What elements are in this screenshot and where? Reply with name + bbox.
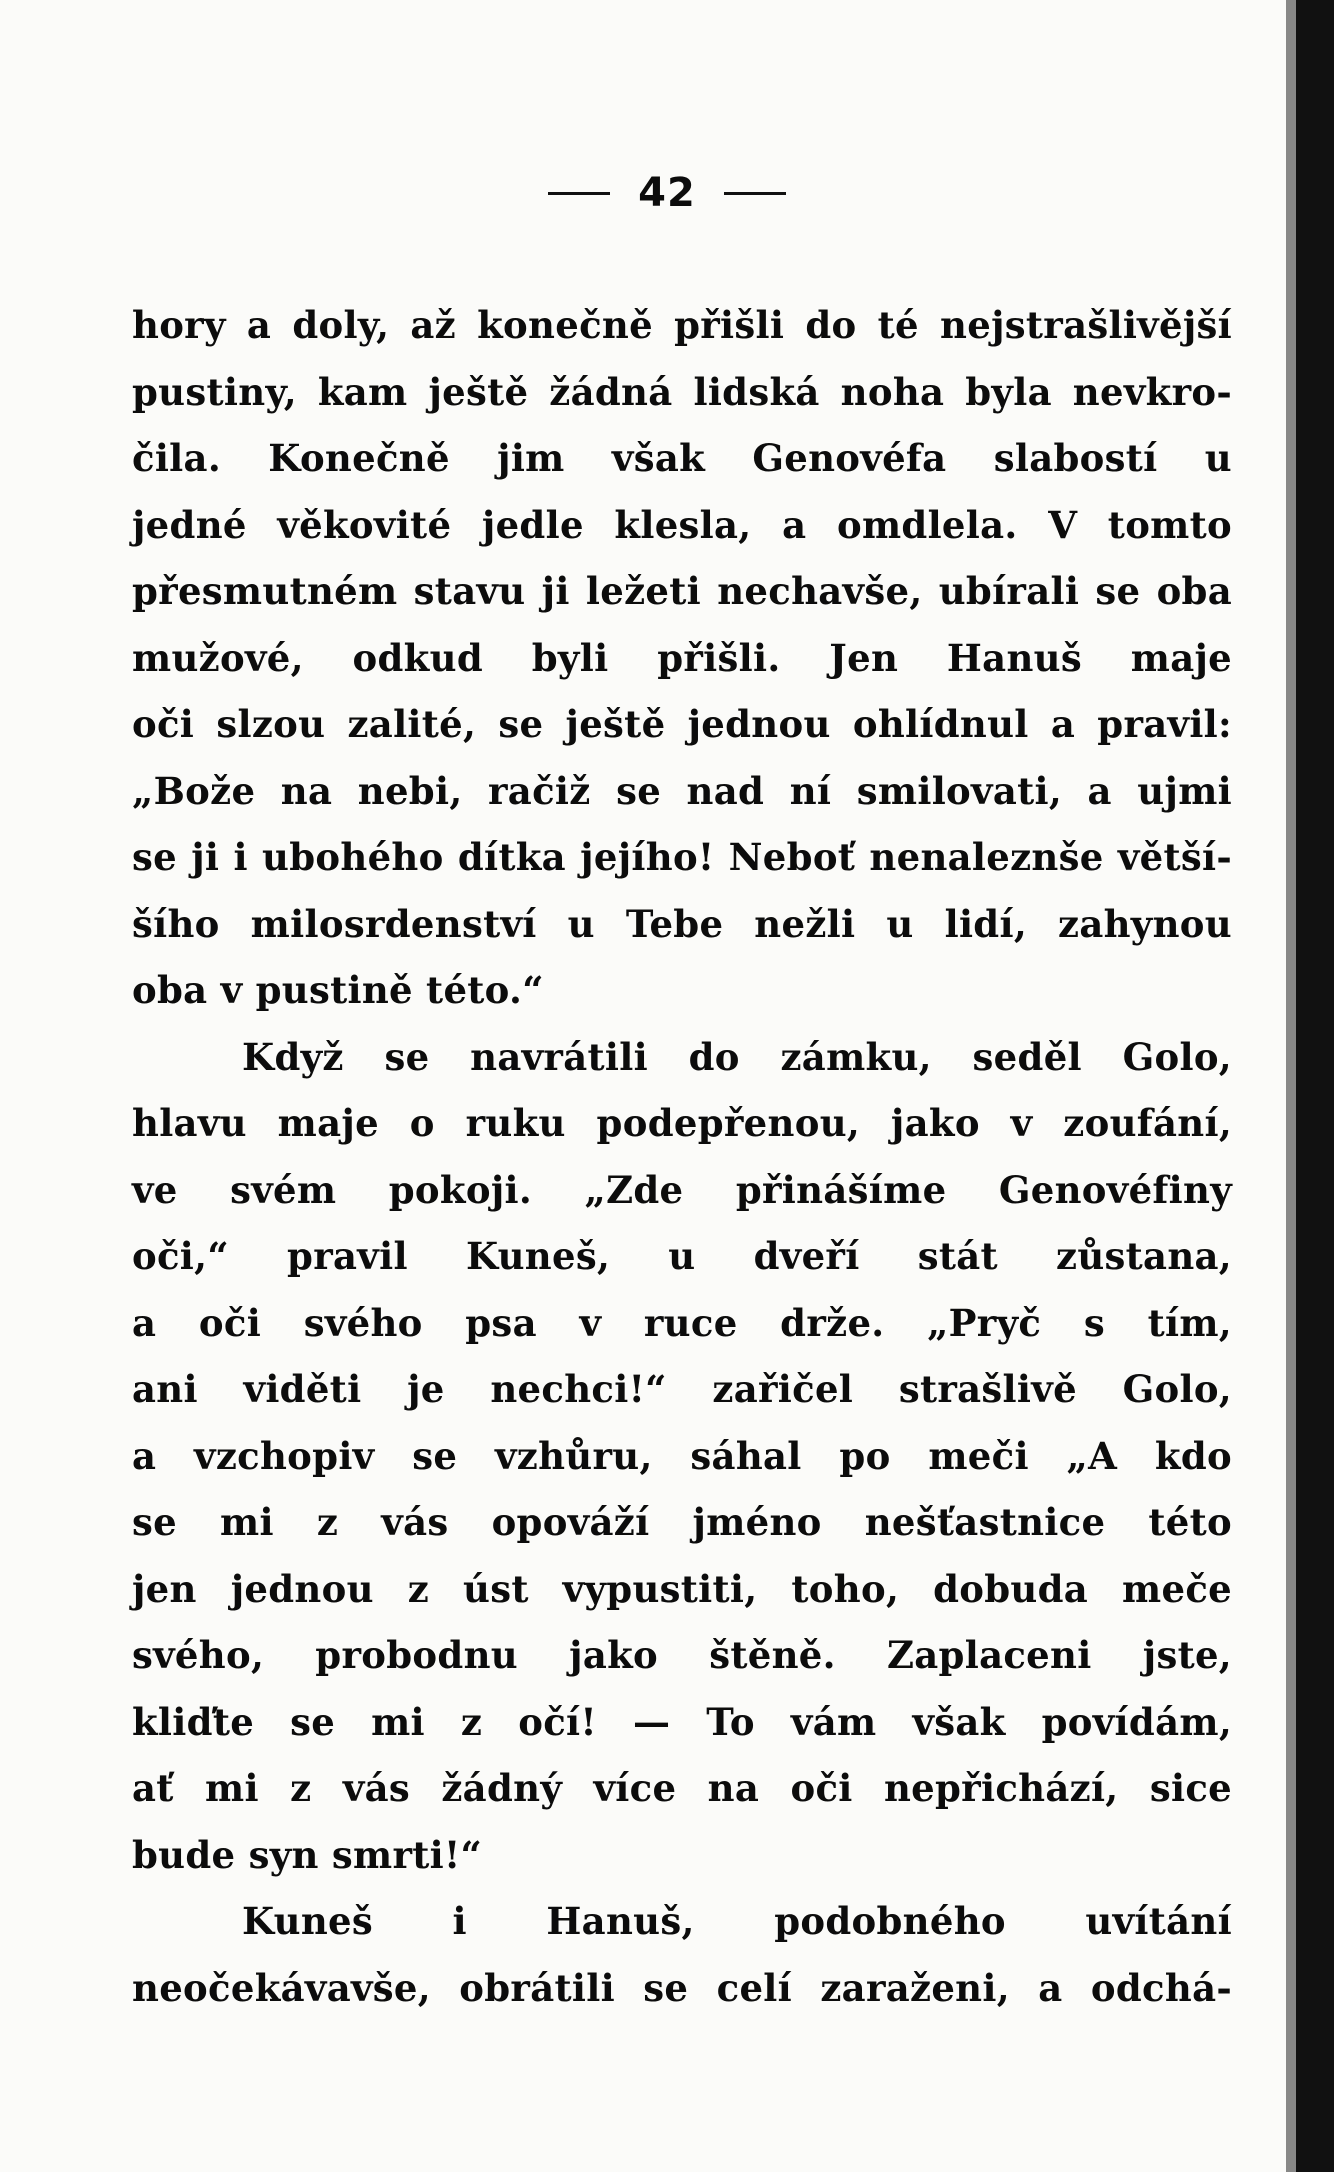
text-line: se ji i ubohého dítka jejího! Neboť nenaleznše větší-: [132, 835, 1232, 879]
text-line: Kuneš i Hanuš, podobného uvítání: [242, 1899, 1232, 1943]
text-line: oba v pustině této.“: [132, 968, 544, 1012]
text-line: oči,“ pravil Kuneš, u dveří stát zůstana,: [132, 1234, 1232, 1278]
text-line: oči slzou zalité, se ještě jednou ohlídnul a pravil:: [132, 702, 1232, 746]
text-line: a oči svého psa v ruce drže. „Pryč s tím,: [132, 1300, 1232, 1345]
page-edge: [1296, 0, 1334, 2172]
page-header: [0, 170, 1334, 216]
text-line: ať mi z vás žádný více na oči nepřichází, sice: [132, 1766, 1232, 1810]
text-line: a vzchopiv se vzhůru, sáhal po meči „A kdo: [132, 1433, 1232, 1478]
text-line: přesmutném stavu ji ležeti nechavše, ubírali se oba: [132, 569, 1232, 613]
text-line: ve svém pokoji. „Zde přinášíme Genovéfiny: [132, 1167, 1232, 1212]
text-line: ani viděti je nechci!“ zařičel strašlivě Golo,: [132, 1367, 1232, 1411]
text-line: se mi z vás opováží jméno nešťastnice této: [132, 1500, 1232, 1544]
text-line: pustiny, kam ještě žádná lidská noha byla nevkro-: [132, 369, 1232, 414]
page-number: 42: [638, 170, 696, 216]
text-line: mužové, odkud byli přišli. Jen Hanuš maje: [132, 635, 1232, 680]
text-line: hory a doly, až konečně přišli do té nejstrašlivější: [132, 303, 1232, 347]
text-line: čila. Konečně jim však Genovéfa slabostí u: [132, 436, 1232, 480]
text-line: svého, probodnu jako štěně. Zaplaceni jste,: [132, 1633, 1232, 1677]
text-line: „Bože na nebi, račiž se nad ní smilovati, a ujmi: [132, 768, 1232, 813]
header-dash-left: [548, 192, 610, 195]
page-edge-shadow: [1286, 0, 1296, 2172]
text-line: jedné věkovité jedle klesla, a omdlela. V tomto: [132, 502, 1232, 547]
header-dash-right: [724, 192, 786, 195]
body-text: [132, 292, 1232, 2021]
text-line: kliďte se mi z očí! — To vám však povídám,: [132, 1699, 1232, 1744]
text-line: hlavu maje o ruku podepřenou, jako v zoufání,: [132, 1101, 1232, 1145]
text-line: šího milosrdenství u Tebe nežli u lidí, zahynou: [132, 901, 1232, 946]
text-line: neočekávavše, obrátili se celí zaraženi, a odchá-: [132, 1965, 1232, 2010]
text-line: bude syn smrti!“: [132, 1832, 483, 1877]
text-line: Když se navrátili do zámku, seděl Golo,: [242, 1034, 1232, 1079]
text-line: jen jednou z úst vypustiti, toho, dobuda meče: [132, 1566, 1232, 1611]
